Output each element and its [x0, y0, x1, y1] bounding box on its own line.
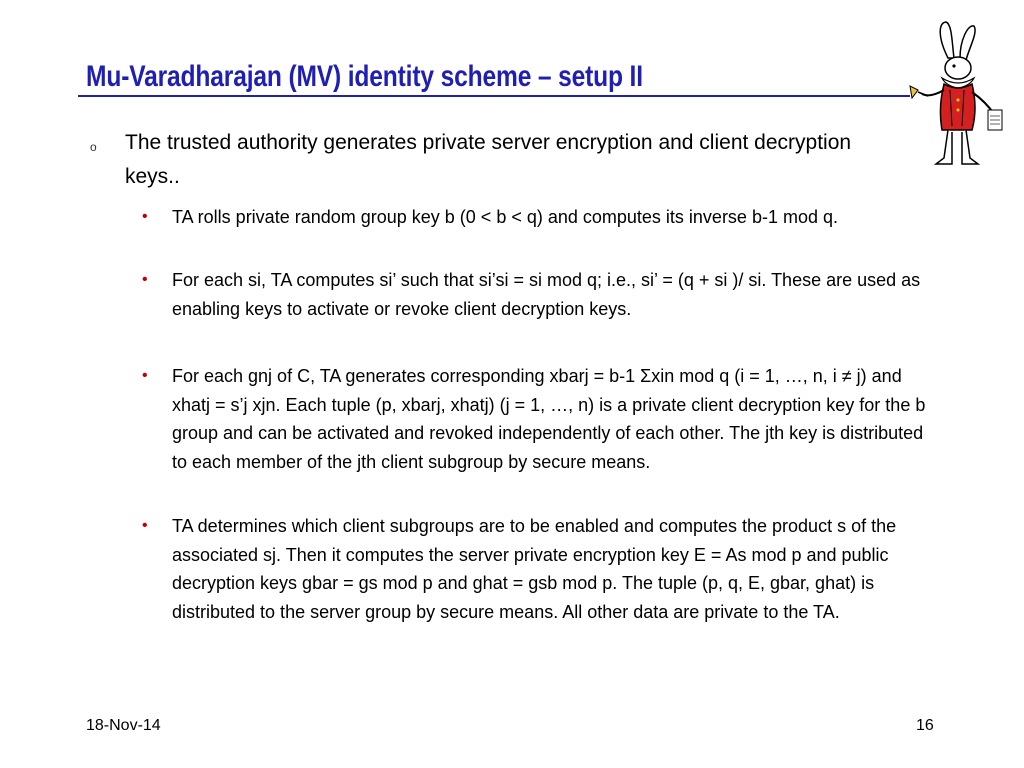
bullet-dot: • — [142, 367, 148, 384]
bullet-dot: • — [142, 208, 148, 225]
bullet-text: TA rolls private random group key b (0 < b < q) and computes its inverse b-1 mod q. — [172, 207, 838, 227]
bullet-dot: • — [142, 517, 148, 534]
white-rabbit-icon — [908, 18, 1010, 168]
bullet-text: TA determines which client subgroups are to be enabled and computes the product s of the associated sj. Then it computes the server private encryption key E = As mod p and public decryption keys gbar = gs mod p and ghat = gsb mod p. The tuple (p, q, E, gbar, ghat) is distributed to the server group by secure means. All other data are private to the TA. — [172, 516, 897, 622]
bullet-text: For each gnj of C, TA generates corresponding xbarj = b-1 Σxin mod q (i = 1, …, n, i ≠ j) and xhatj = s’j xjn. Each tuple (p, xbarj, xhatj) (j = 1, …, n) is a private client decryption key for the b group and can be activated and revoked independently of each other. The jth key is distributed to each member of the jth client subgroup by secure means. — [172, 366, 926, 472]
title-underline — [78, 95, 910, 97]
main-bullet-marker: o — [90, 140, 97, 154]
bullet-text: For each si, TA computes si’ such that si’si = si mod q; i.e., si’ = (q + si )/ si. These are used as enabling keys to activate or revoke client decryption keys. — [172, 270, 921, 319]
footer-date: 18-Nov-14 — [86, 717, 161, 734]
bullet-dot: • — [142, 271, 148, 288]
main-bullet-text: The trusted authority generates private server encryption and client decryption keys.. — [125, 131, 852, 188]
page-number: 16 — [916, 717, 934, 734]
slide-title: Mu-Varadharajan (MV) identity scheme – setup II — [86, 60, 643, 93]
